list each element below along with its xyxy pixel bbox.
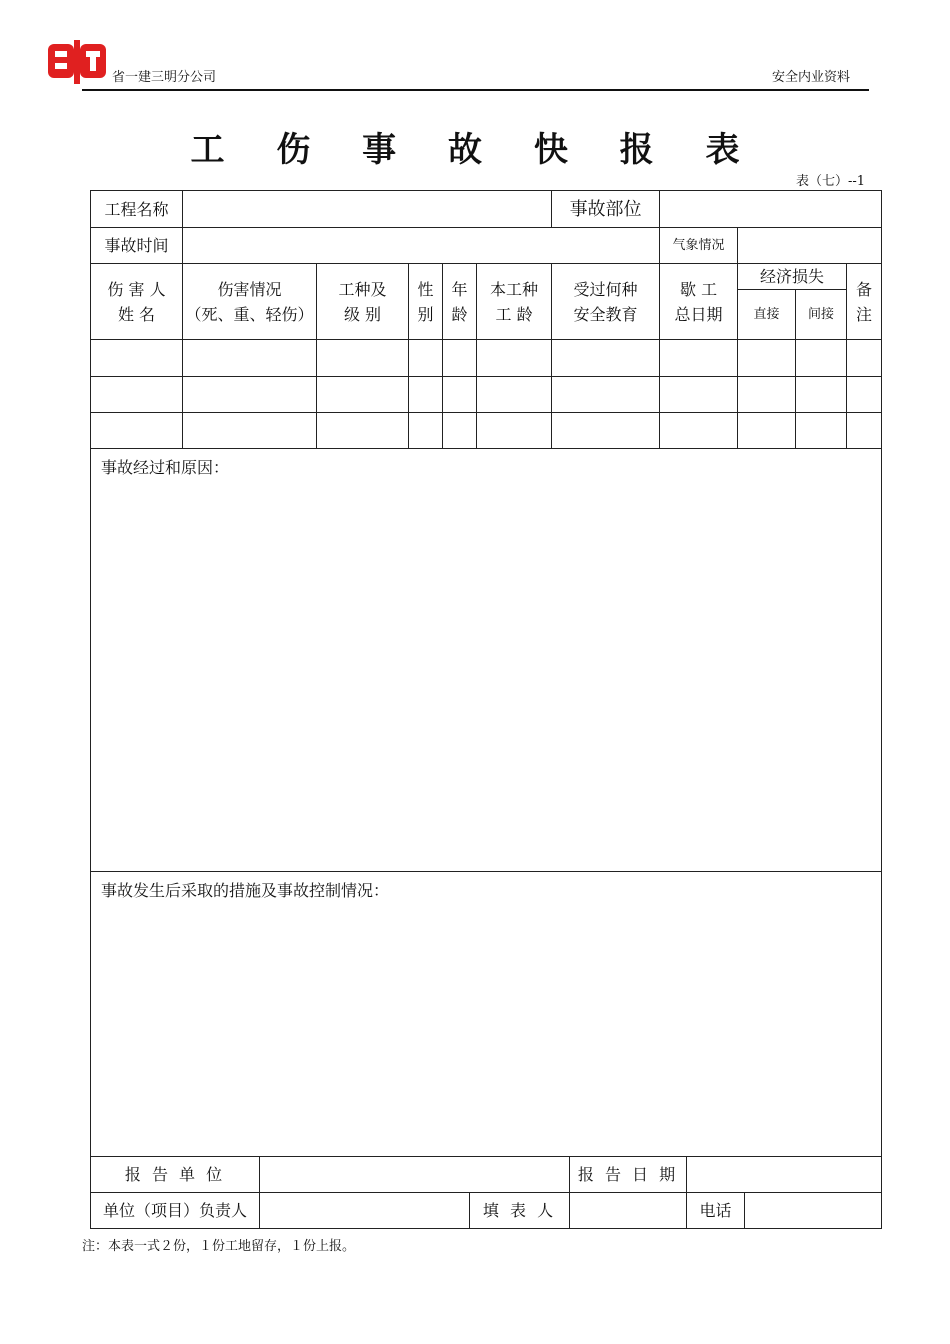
col-remarks: 备 注 (847, 264, 882, 340)
label-accident-time: 事故时间 (91, 228, 183, 264)
cell[interactable] (847, 340, 882, 377)
accident-report-table (90, 190, 882, 1157)
col-training: 受过何种 安全教育 (552, 264, 660, 340)
cell[interactable] (317, 377, 409, 413)
input-responsible[interactable] (260, 1193, 470, 1229)
company-logo (46, 38, 108, 86)
label-report-unit: 报 告 单 位 (91, 1157, 260, 1193)
header-divider (82, 89, 869, 91)
label-phone: 电话 (687, 1193, 745, 1229)
cell[interactable] (847, 377, 882, 413)
footnote: 注：本表一式２份，１份工地留存，１份上报。 (82, 1239, 356, 1254)
input-project-name[interactable] (183, 191, 552, 228)
cell[interactable] (552, 377, 660, 413)
cell[interactable] (477, 413, 552, 449)
input-accident-time[interactable] (183, 228, 660, 264)
col-gender: 性 别 (409, 264, 443, 340)
label-weather: 气象情况 (660, 228, 738, 264)
col-age: 年 龄 (443, 264, 477, 340)
cell[interactable] (91, 413, 183, 449)
cell[interactable] (183, 377, 317, 413)
cell[interactable] (660, 340, 738, 377)
col-injured-name: 伤 害 人 姓 名 (91, 264, 183, 340)
document-category: 安全内业资料 (772, 70, 851, 85)
input-phone[interactable] (745, 1193, 882, 1229)
cell[interactable] (738, 377, 796, 413)
input-report-date[interactable] (687, 1157, 882, 1193)
cell[interactable] (660, 377, 738, 413)
col-trade-years: 本工种 工 龄 (477, 264, 552, 340)
cell[interactable] (317, 340, 409, 377)
col-indirect-loss: 间接 (796, 290, 847, 340)
process-cause-label: 事故经过和原因： (101, 458, 230, 477)
cell[interactable] (91, 340, 183, 377)
cell[interactable] (796, 377, 847, 413)
input-weather[interactable] (738, 228, 882, 264)
measures-area[interactable] (91, 872, 882, 1157)
cell[interactable] (91, 377, 183, 413)
process-cause-area[interactable] (91, 449, 882, 872)
cell[interactable] (738, 340, 796, 377)
cell[interactable] (443, 340, 477, 377)
col-econ-loss: 经济损失 (738, 264, 847, 290)
cell[interactable] (477, 377, 552, 413)
col-trade: 工种及 级 别 (317, 264, 409, 340)
label-filler: 填 表 人 (470, 1193, 570, 1229)
col-injury: 伤害情况 （死、重、轻伤） (183, 264, 317, 340)
cell[interactable] (409, 340, 443, 377)
cell[interactable] (443, 377, 477, 413)
label-report-date: 报 告 日 期 (570, 1157, 687, 1193)
cell[interactable] (738, 413, 796, 449)
footer-table (90, 1156, 882, 1229)
cell[interactable] (317, 413, 409, 449)
cell[interactable] (796, 340, 847, 377)
label-accident-location: 事故部位 (552, 191, 660, 228)
form-number: 表（七）--1 (796, 174, 866, 189)
input-filler[interactable] (570, 1193, 687, 1229)
cell[interactable] (660, 413, 738, 449)
table-row (91, 377, 882, 413)
cell[interactable] (552, 413, 660, 449)
col-direct-loss: 直接 (738, 290, 796, 340)
input-accident-location[interactable] (660, 191, 882, 228)
cell[interactable] (796, 413, 847, 449)
form-title: 工 伤 事 故 快 报 表 (190, 130, 760, 170)
table-row (91, 413, 882, 449)
cell[interactable] (847, 413, 882, 449)
cell[interactable] (477, 340, 552, 377)
company-name: 省一建三明分公司 (112, 70, 217, 85)
measures-label: 事故发生后采取的措施及事故控制情况： (101, 881, 390, 900)
col-lost-days: 歇 工 总日期 (660, 264, 738, 340)
input-report-unit[interactable] (260, 1157, 570, 1193)
label-responsible: 单位（项目）负责人 (91, 1193, 260, 1229)
cell[interactable] (183, 413, 317, 449)
label-project-name: 工程名称 (91, 191, 183, 228)
cell[interactable] (183, 340, 317, 377)
cell[interactable] (409, 377, 443, 413)
table-row (91, 340, 882, 377)
cell[interactable] (409, 413, 443, 449)
cell[interactable] (552, 340, 660, 377)
cell[interactable] (443, 413, 477, 449)
